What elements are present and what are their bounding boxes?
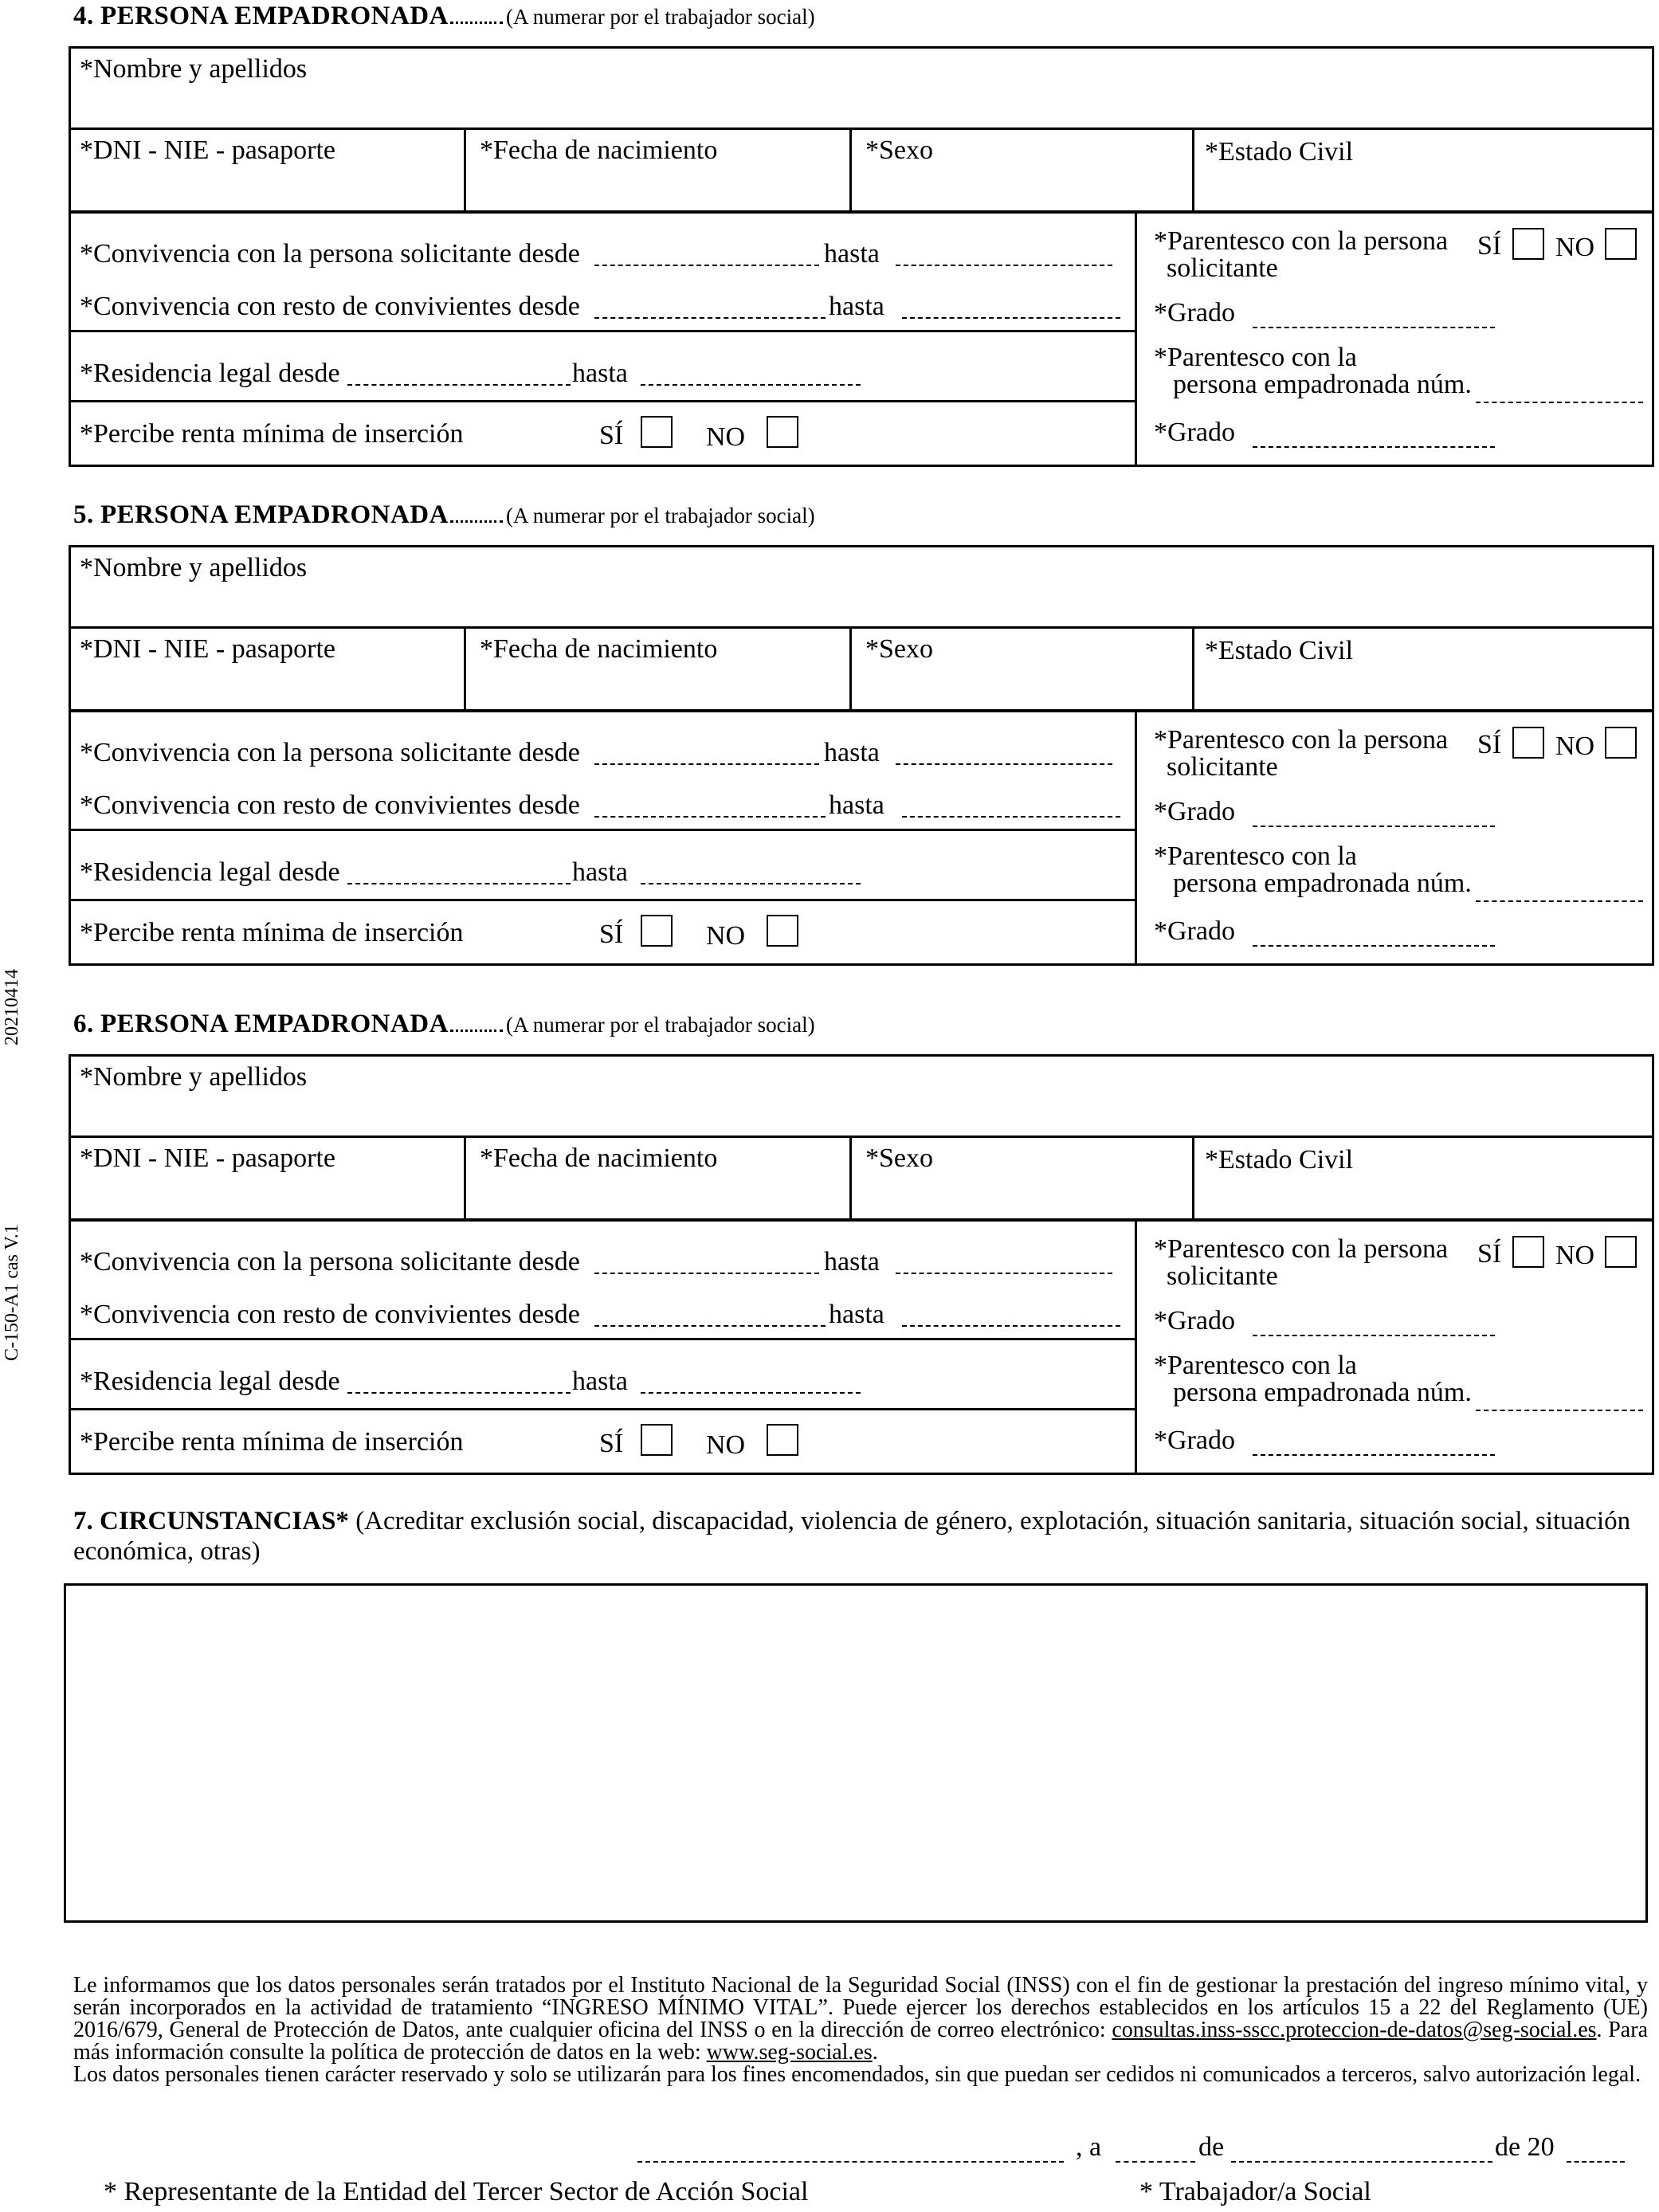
parentesco-empadronada-line1: *Parentesco con la (1154, 343, 1357, 372)
person-title: PERSONA EMPADRONADA (100, 500, 449, 529)
estado-civil-label: *Estado Civil (1205, 1145, 1354, 1175)
hasta-label: hasta (824, 738, 880, 767)
hasta-label: hasta (829, 1300, 884, 1329)
person-note: (A numerar por el trabajador social) (505, 1013, 815, 1037)
si-label: SÍ (1477, 1239, 1502, 1269)
residence-divider (69, 1338, 1136, 1340)
parentesco-empadronada-label (1154, 1352, 1472, 1406)
parentesco-solicitante-label (1154, 228, 1448, 282)
residencia-legal-label: *Residencia legal desde (80, 359, 340, 388)
identity-col-divider (1192, 127, 1194, 214)
date-a-label: , a (1076, 2132, 1102, 2162)
residencia-hasta-field[interactable] (641, 384, 861, 386)
convivencia-solicitante-desde-field[interactable] (594, 763, 819, 765)
convivencia-solicitante-hasta-field[interactable] (896, 1273, 1112, 1274)
convivencia-solicitante-desde-field[interactable] (594, 265, 819, 266)
identity-col-divider (464, 127, 466, 214)
parentesco-solicitante-line1: *Parentesco con la persona (1154, 725, 1449, 755)
estado-civil-label: *Estado Civil (1205, 636, 1354, 665)
signature-representante-label: * Representante de la Entidad del Tercer Sector de Acción Social (104, 2177, 809, 2206)
sexo-label: *Sexo (865, 634, 933, 664)
year-field[interactable] (1567, 2161, 1625, 2163)
residencia-legal-label: *Residencia legal desde (80, 1367, 340, 1396)
privacy-reserved-paragraph: Los datos personales tienen carácter reservado y solo se utilizarán para los fines encomendados, sin que puedan ser cedidos ni comunicados a terceros, salvo autorización legal. (73, 2062, 1641, 2087)
renta-no-checkbox[interactable] (767, 915, 798, 947)
form-date-code: 20210414 (2, 969, 22, 1045)
parentesco-no-checkbox[interactable] (1605, 228, 1637, 260)
residencia-hasta-field[interactable] (641, 1392, 861, 1394)
hasta-label: hasta (572, 359, 628, 388)
parentesco-empadronada-line2: persona empadronada núm. (1173, 1378, 1472, 1407)
renta-minima-label: *Percibe renta mínima de inserción (80, 918, 464, 947)
circunstancias-heading (73, 1506, 1635, 1567)
si-label: SÍ (1477, 231, 1502, 261)
identity-col-divider (1192, 1135, 1194, 1222)
si-label: SÍ (599, 920, 624, 949)
privacy-web-link[interactable]: www.seg-social.es (706, 2040, 873, 2065)
privacy-notice (73, 1975, 1648, 2086)
grado-solicitante-field[interactable] (1253, 826, 1495, 827)
nombre-field[interactable] (335, 1064, 1641, 1128)
hasta-label: hasta (572, 857, 628, 887)
convivencia-resto-desde-field[interactable] (594, 1325, 826, 1327)
si-label: SÍ (599, 421, 624, 450)
identity-col-divider (464, 1135, 466, 1222)
residence-divider (69, 829, 1136, 831)
grado-label: *Grado (1154, 298, 1235, 327)
convivencia-resto-hasta-field[interactable] (902, 1325, 1120, 1327)
person-number-field[interactable] (450, 1030, 503, 1032)
hasta-label: hasta (829, 790, 884, 820)
no-label: NO (1555, 233, 1595, 262)
convivencia-solicitante-hasta-field[interactable] (896, 265, 1112, 266)
no-label: NO (706, 921, 746, 951)
no-label: NO (706, 422, 746, 452)
hasta-label: hasta (829, 292, 884, 321)
person-note: (A numerar por el trabajador social) (505, 5, 815, 29)
person-number: 5. (73, 500, 94, 529)
residencia-legal-label: *Residencia legal desde (80, 857, 340, 887)
privacy-email-link[interactable]: consultas.inss-sscc.proteccion-de-datos@seg-social.es (1112, 2018, 1597, 2042)
hasta-label: hasta (824, 1247, 880, 1277)
identity-divider (69, 127, 1654, 130)
empadronada-num-field[interactable] (1476, 402, 1643, 403)
parentesco-solicitante-line2: solicitante (1167, 1261, 1278, 1291)
person-number-field[interactable] (450, 22, 503, 24)
parentesco-empadronada-line2: persona empadronada núm. (1173, 370, 1472, 399)
residence-divider (69, 400, 1136, 402)
person-heading (73, 1010, 815, 1039)
parentesco-no-checkbox[interactable] (1605, 1236, 1637, 1268)
nombre-label: *Nombre y apellidos (80, 54, 308, 84)
residence-divider (69, 1408, 1136, 1410)
grado-solicitante-field[interactable] (1253, 1335, 1495, 1336)
person-title: PERSONA EMPADRONADA (100, 1010, 449, 1038)
circunstancias-number: 7. (73, 1507, 93, 1535)
identity-divider (69, 626, 1654, 629)
nombre-field[interactable] (335, 56, 1641, 120)
parentesco-empadronada-label (1154, 843, 1472, 897)
convivencia-solicitante-desde-field[interactable] (594, 1273, 819, 1274)
person-number-field[interactable] (450, 520, 503, 523)
grado-label: *Grado (1154, 1426, 1235, 1455)
person-number: 6. (73, 1010, 94, 1038)
parentesco-empadronada-line1: *Parentesco con la (1154, 1351, 1357, 1380)
parentesco-solicitante-line1: *Parentesco con la persona (1154, 226, 1449, 256)
renta-no-checkbox[interactable] (767, 416, 798, 448)
person-heading (73, 2, 815, 31)
convivencia-solicitante-hasta-field[interactable] (896, 763, 1112, 765)
dni-label: *DNI - NIE - pasaporte (80, 634, 335, 664)
nombre-label: *Nombre y apellidos (80, 1062, 308, 1092)
grado-label: *Grado (1154, 418, 1235, 447)
parentesco-no-checkbox[interactable] (1605, 727, 1637, 759)
no-label: NO (1555, 1241, 1595, 1270)
renta-si-checkbox[interactable] (641, 915, 673, 947)
grado-empadronada-field[interactable] (1253, 1454, 1495, 1456)
parentesco-empadronada-line2: persona empadronada núm. (1173, 869, 1472, 898)
identity-col-divider (849, 127, 852, 214)
parentesco-solicitante-line2: solicitante (1167, 752, 1278, 782)
convivencia-resto-desde-field[interactable] (594, 317, 826, 319)
hasta-label: hasta (572, 1367, 628, 1396)
grado-label: *Grado (1154, 1306, 1235, 1335)
parentesco-si-checkbox[interactable] (1512, 228, 1544, 260)
person-note: (A numerar por el trabajador social) (505, 504, 815, 528)
identity-col-divider (464, 626, 466, 712)
person-heading (73, 500, 815, 530)
grado-empadronada-field[interactable] (1253, 446, 1495, 448)
nombre-field[interactable] (335, 555, 1641, 618)
parentesco-empadronada-label (1154, 344, 1472, 398)
convivencia-resto-hasta-field[interactable] (902, 317, 1120, 319)
convivencia-solicitante-label: *Convivencia con la persona solicitante desde (80, 1247, 580, 1277)
convivencia-resto-desde-field[interactable] (594, 816, 826, 818)
convivencia-solicitante-label: *Convivencia con la persona solicitante desde (80, 239, 580, 269)
convivencia-resto-label: *Convivencia con resto de convivientes desde (80, 1300, 580, 1329)
sexo-label: *Sexo (865, 135, 933, 165)
residencia-desde-field[interactable] (347, 1392, 571, 1394)
person-number: 4. (73, 2, 94, 30)
residence-col-divider (1135, 709, 1137, 966)
identity-col-divider (1192, 626, 1194, 712)
no-label: NO (706, 1430, 746, 1460)
residence-divider (69, 899, 1136, 901)
residencia-desde-field[interactable] (347, 883, 571, 884)
empadronada-num-field[interactable] (1476, 900, 1643, 902)
si-label: SÍ (1477, 730, 1502, 759)
nombre-label: *Nombre y apellidos (80, 553, 308, 582)
residencia-hasta-field[interactable] (641, 883, 861, 884)
parentesco-si-checkbox[interactable] (1512, 727, 1544, 759)
grado-empadronada-field[interactable] (1253, 945, 1495, 947)
si-label: SÍ (599, 1429, 624, 1458)
identity-col-divider (849, 626, 852, 712)
circunstancias-description: (Acreditar exclusión social, discapacidad, violencia de género, explotación, situación sanitaria, situación social, situación económica, otras) (73, 1507, 1631, 1566)
convivencia-solicitante-label: *Convivencia con la persona solicitante desde (80, 738, 580, 767)
grado-solicitante-field[interactable] (1253, 327, 1495, 328)
sexo-label: *Sexo (865, 1143, 933, 1173)
circunstancias-title: CIRCUNSTANCIAS* (100, 1507, 349, 1535)
renta-si-checkbox[interactable] (641, 1424, 673, 1456)
month-field[interactable] (1231, 2161, 1492, 2163)
convivencia-resto-hasta-field[interactable] (902, 816, 1120, 818)
fecha-nacimiento-label: *Fecha de nacimiento (480, 135, 718, 165)
identity-col-divider (849, 1135, 852, 1222)
circunstancias-textarea[interactable] (64, 1583, 1648, 1923)
no-label: NO (1555, 731, 1595, 761)
day-field[interactable] (1116, 2161, 1195, 2163)
grado-label: *Grado (1154, 797, 1235, 826)
privacy-paragraph: Le informamos que los datos personales serán tratados por el Instituto Nacional de la Seguridad Social (INSS) con el fin de gestionar la prestación del ingreso mínimo vital, y serán incorporados en la actividad de tratamiento “INGRESO MÍNIMO VITAL”. Puede ejercer los derechos establecidos en los artículos 15 a 22 del Reglamento (UE) 2016/679, General de Protección de Datos, ante cualquier oficina del INSS o en la dirección de correo electrónico: consultas.inss-sscc.proteccion-de-datos@seg-social.es. Para más información consulte la política de protección de datos en la web: www.seg-social.es. (73, 1973, 1648, 2065)
parentesco-solicitante-line1: *Parentesco con la persona (1154, 1234, 1449, 1264)
dni-label: *DNI - NIE - pasaporte (80, 135, 335, 165)
parentesco-empadronada-line1: *Parentesco con la (1154, 841, 1357, 871)
convivencia-resto-label: *Convivencia con resto de convivientes desde (80, 292, 580, 321)
fecha-nacimiento-label: *Fecha de nacimiento (480, 634, 718, 664)
renta-si-checkbox[interactable] (641, 416, 673, 448)
empadronada-num-field[interactable] (1476, 1410, 1643, 1411)
estado-civil-label: *Estado Civil (1205, 137, 1354, 167)
residence-col-divider (1135, 1218, 1137, 1475)
hasta-label: hasta (824, 239, 880, 269)
grado-label: *Grado (1154, 916, 1235, 946)
fecha-nacimiento-label: *Fecha de nacimiento (480, 1143, 718, 1173)
dni-label: *DNI - NIE - pasaporte (80, 1143, 335, 1173)
identity-divider (69, 1135, 1654, 1138)
residencia-desde-field[interactable] (347, 384, 571, 386)
convivencia-resto-label: *Convivencia con resto de convivientes desde (80, 790, 580, 820)
parentesco-solicitante-label (1154, 727, 1448, 781)
parentesco-si-checkbox[interactable] (1512, 1236, 1544, 1268)
residence-col-divider (1135, 210, 1137, 467)
place-field[interactable] (637, 2161, 1064, 2163)
renta-minima-label: *Percibe renta mínima de inserción (80, 419, 464, 449)
residence-divider (69, 330, 1136, 332)
form-version-code: C-150-A1 cas V.1 (2, 1224, 22, 1361)
date-year-label: de 20 (1495, 2132, 1555, 2162)
parentesco-solicitante-line2: solicitante (1167, 253, 1278, 283)
person-title: PERSONA EMPADRONADA (100, 2, 449, 30)
renta-minima-label: *Percibe renta mínima de inserción (80, 1427, 464, 1457)
parentesco-solicitante-label (1154, 1236, 1448, 1290)
renta-no-checkbox[interactable] (767, 1424, 798, 1456)
date-de-label: de (1198, 2132, 1225, 2162)
signature-trabajador-label: * Trabajador/a Social (1139, 2177, 1371, 2206)
